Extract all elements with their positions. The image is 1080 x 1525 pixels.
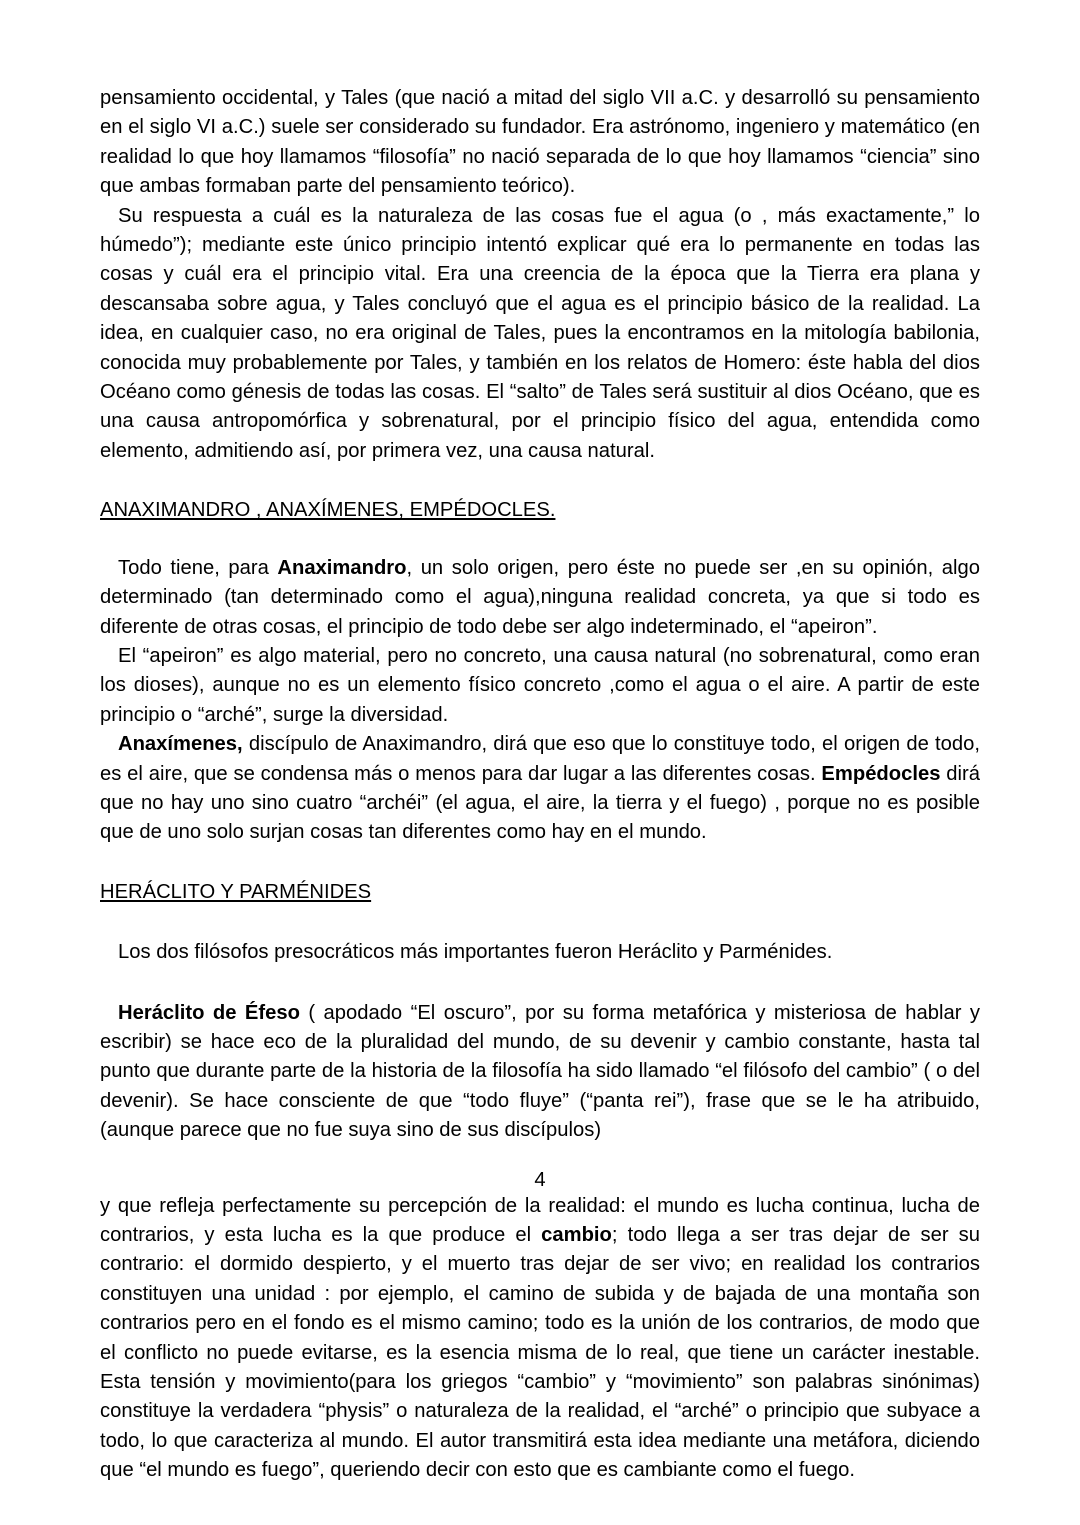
bold-empedocles: Empédocles bbox=[821, 762, 941, 785]
page-number: 4 bbox=[534, 1168, 546, 1191]
heading-heraclito-parmenides bbox=[100, 878, 980, 907]
paragraph-apeiron bbox=[100, 642, 980, 730]
heading-anaximandro-text: ANAXIMANDRO , ANAXÍMENES, EMPÉDOCLES. bbox=[100, 499, 556, 522]
paragraph-respuesta-agua bbox=[100, 202, 980, 467]
bold-anaximenes: Anaxímenes, bbox=[118, 733, 243, 756]
spacer-before-heading-heraclito bbox=[100, 848, 980, 878]
paragraph-anaximandro-lead: Todo tiene, para bbox=[118, 556, 278, 579]
heading-anaximandro-anaximenes-empedocles bbox=[100, 496, 980, 525]
spacer-before-heading-anaximandro bbox=[100, 466, 980, 496]
paragraph-anaximenes-text: discípulo de Anaximandro, dirá que eso que lo constituye todo, el origen de todo, es el aire, que se condensa más o menos para dar lugar a las diferentes cosas. bbox=[100, 733, 980, 785]
paragraph-heraclito-efeso-text: ( apodado “El oscuro”, por su forma metafórica y misteriosa de hablar y escribir) se hace eco de la pluralidad del mundo, de su devenir y cambio constante, hasta tal punto que durante parte de la historia de la filosofía ha sido llamado “el filósofo del cambio” ( o del devenir). Se hace consciente de que “todo fluye” (“panta rei”), frase que se le ha atribuido, (aunque parece que no fue suya sino de sus discípulos) bbox=[100, 1001, 980, 1142]
spacer-before-heraclito-efeso bbox=[100, 968, 980, 999]
paragraph-heraclito-efeso bbox=[100, 999, 980, 1146]
bold-anaximandro: Anaximandro bbox=[277, 556, 407, 579]
spacer-after-heading-heraclito bbox=[100, 907, 980, 938]
heading-heraclito-text: HERÁCLITO Y PARMÉNIDES bbox=[100, 880, 372, 903]
paragraph-dos-filosofos-text: Los dos filósofos presocráticos más importantes fueron Heráclito y Parménides. bbox=[118, 941, 833, 964]
spacer-after-heading-anaximandro bbox=[100, 526, 980, 554]
paragraph-anaximandro-rest: , un solo origen, pero éste no puede ser ,en su opinión, algo determinado (tan determinado como el agua),ninguna realidad concreta, ya que si todo es diferente de otras cosas, el principio de todo debe ser algo indeterminado, el “apeiron”. bbox=[100, 556, 981, 638]
paragraph-dos-filosofos bbox=[100, 938, 980, 967]
bold-cambio: cambio bbox=[541, 1224, 612, 1246]
paragraph-lucha-rest: ; todo llega a ser tras dejar de ser su contrario: el dormido despierto, y el muerto tras dejar de ser vivo; en realidad los contrarios constituyen una unidad : por ejemplo, el camino de subida y de bajada de una montaña son contrarios pero en el fondo es el mismo camino; todo es la unión de los contrarios, de modo que el conflicto no puede evitarse, es la esencia misma de lo real, que tiene un carácter inestable. Esta tensión y movimiento(para los griegos “cambio” y “movimiento” son palabras sinónimas) constituye la verdadera “physis” o naturaleza de la realidad, el “arché” o principio que subyace a todo, lo que caracteriza al mundo. El autor transmitirá esta idea mediante una metáfora, diciendo que “el mundo es fuego”, queriendo decir con esto que es cambiante como el fuego. bbox=[100, 1224, 980, 1482]
paragraph-intro-tales: pensamiento occidental, y Tales (que nació a mitad del siglo VII a.C. y desarrolló su pensamiento en el siglo VI a.C.) suele ser considerado su fundador. Era astrónomo, ingeniero y matemático (en realidad lo que hoy llamamos “filosofía” no nació separada de lo que hoy llamamos “ciencia” sino que ambas formaban parte del pensamiento teórico). bbox=[100, 87, 980, 198]
paragraph-lucha-contrarios bbox=[100, 1192, 980, 1486]
paragraph-apeiron-text: El “apeiron” es algo material, pero no concreto, una causa natural (no sobrenatural, como eran los dioses), aunque no es un elemento físico concreto ,como el agua o el aire. A partir de este principio o “arché”, surge la diversidad. bbox=[100, 644, 980, 726]
bold-heraclito-de-efeso: Heráclito de Éfeso bbox=[118, 1001, 300, 1024]
paragraph-lucha-lead: y que refleja perfectamente su percepción de la realidad: el mundo es lucha continua, lucha de contrarios, y esta lucha es la que produce el bbox=[100, 1194, 980, 1246]
paragraph-anaximenes-empedocles bbox=[100, 730, 980, 848]
paragraph-respuesta-agua-text: Su respuesta a cuál es la naturaleza de las cosas fue el agua (o , más exactamente,” lo húmedo”); mediante este único principio intentó explicar qué era lo permanente en todas las cosas y cuál era el principio vital. Era una creencia de la época que la Tierra era plana y descansaba sobre agua, y Tales concluyó que el agua es el principio básico de la realidad. La idea, en cualquier caso, no era original de Tales, pues la encontramos en la mitología babilonia, conocida muy probablemente por Tales, y también en los relatos de Homero: éste habla del dios Océano como génesis de todas las cosas. El “salto” de Tales será sustituir al dios Océano, que es una causa antropomórfica y sobrenatural, por el principio físico del agua, entendida como elemento, admitiendo así, por primera vez, una causa natural. bbox=[100, 204, 980, 462]
paragraph-anaximandro bbox=[100, 554, 980, 642]
spacer-before-page-number bbox=[100, 1146, 980, 1168]
paragraph-empedocles-text: dirá que no hay uno sino cuatro “archéi” (el agua, el aire, la tierra y el fuego) , porque no es posible que de uno solo surjan cosas tan diferentes como hay en el mundo. bbox=[100, 762, 980, 844]
